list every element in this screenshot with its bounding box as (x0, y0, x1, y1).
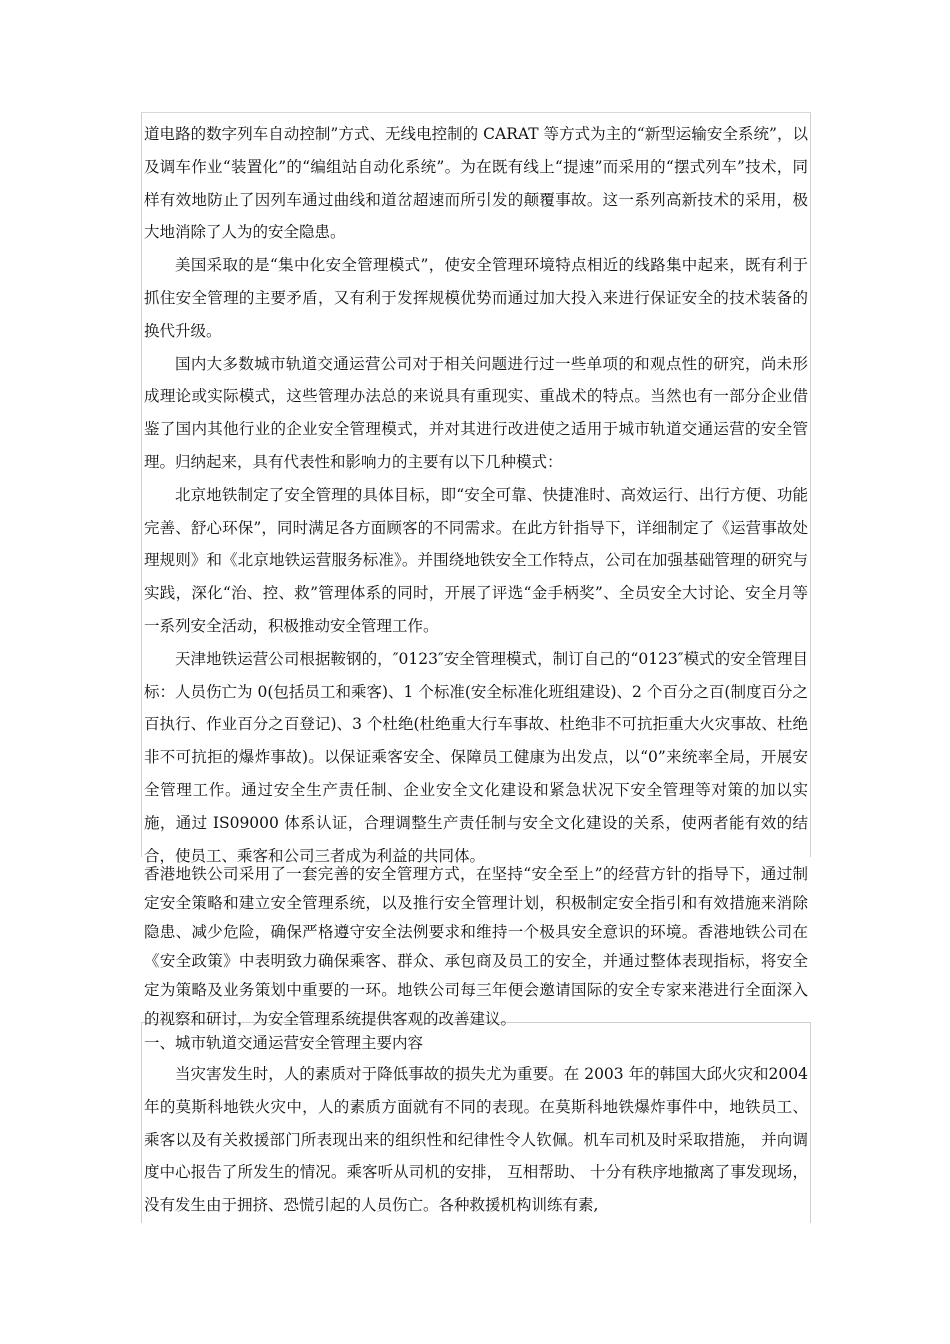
paragraph-japan-tech: 道电路的数字列车自动控制”方式、无线电控制的 CARAT 等方式为主的“新型运输安全系统”，以及调车作业“装置化”的“编组站自动化系统”。为在既有线上“提速”而采用的“摆式列车”技术，同样有效地防止了因列车通过曲线和道岔超速而所引发的颠覆事故。这一系列高新技术的采用，极大地消除了人为的安全隐患。 (144, 125, 808, 242)
paragraph-domestic-overview: 国内大多数城市轨道交通运营公司对于相关问题进行过一些单项的和观点性的研究，尚未形成理论或实际模式，这些管理办法总的来说具有重现实、重战术的特点。当然也有一部分企业借鉴了国内其他行业的企业安全管理模式，并对其进行改进使之适用于城市轨道交通运营的安全管理。归纳起来，具有代表性和影响力的主要有以下几种模式： (144, 354, 808, 471)
paragraph-beijing-metro: 北京地铁制定了安全管理的具体目标，即“安全可靠、快捷准时、高效运行、出行方便、功能完善、舒心环保”，同时满足各方面顾客的不同需求。在此方针指导下，详细制定了《运营事故处理规则》和《北京地铁运营服务标准》。并围绕地铁安全工作特点，公司在加强基础管理的研究与实践，深化“治、控、救”管理体系的同时，开展了评选“金手柄奖”、全员安全大讨论、安全月等一系列安全活动，积极推动安全管理工作。 (144, 485, 808, 635)
paragraph-usa-model: 美国采取的是“集中化安全管理模式”，使安全管理环境特点相近的线路集中起来，既有利于抓住安全管理的主要矛盾，又有利于发挥规模优势而通过加大投入来进行保证安全的技术装备的换代升级。 (144, 256, 808, 340)
section-hongkong (144, 860, 808, 1034)
section-main-content (144, 1028, 808, 1222)
paragraph-hongkong-metro: 香港地铁公司采用了一套完善的安全管理方式，在坚持“安全至上”的经营方针的指导下，通过制定安全策略和建立安全管理系统，以及推行安全管理计划，积极制定安全指引和有效措施来消除隐患、减少危险，确保严格遵守安全法例要求和维持一个极具安全意识的环境。香港地铁公司在《安全政策》中表明致力确保乘客、群众、承包商及员工的安全，并通过整体表现指标，将安全定为策略及业务策划中重要的一环。地铁公司每三年便会邀请国际的安全专家来港进行全面深入的视察和研讨，为安全管理系统提供客观的改善建议。 (144, 865, 808, 1028)
section-heading: 一、城市轨道交通运营安全管理主要内容 (144, 1034, 424, 1052)
section-safety-models (144, 118, 808, 872)
paragraph-human-factors: 当灾害发生时，人的素质对于降低事故的损失尤为重要。在 2003 年的韩国大邱火灾和2004 年的莫斯科地铁火灾中，人的素质方面就有不同的表现。在莫斯科地铁爆炸事件中，地铁员工、乘客以及有关救援部门所表现出来的组织性和纪律性令人钦佩。机车司机及时采取措施， 并向调度中心报告了所发生的情况。乘客听从司机的安排， 互相帮助、 十分有秩序地撤离了事发现场，没有发生由于拥挤、恐慌引起的人员伤亡。各种救援机构训练有素, (144, 1065, 808, 1215)
paragraph-tianjin-metro: 天津地铁运营公司根据鞍钢的，″0123″安全管理模式，制订自己的“0123″模式的安全管理目标：人员伤亡为 0(包括员工和乘客)、1 个标准(安全标准化班组建设)、2 个百分之百(制度百分之百执行、作业百分之百登记)、3 个杜绝(杜绝重大行车事故、杜绝非不可抗拒重大火灾事故、杜绝非不可抗拒的爆炸事故)。以保证乘客安全、保障员工健康为出发点，以“0”来统率全局，开展安全管理工作。通过安全生产责任制、企业安全文化建设和紧急状况下安全管理等对策的加以实施，通过 IS09000 体系认证，合理调整生产责任制与安全文化建设的关系，使两者能有效的结合，使员工、乘客和公司三者成为利益的共同体。 (144, 649, 808, 865)
